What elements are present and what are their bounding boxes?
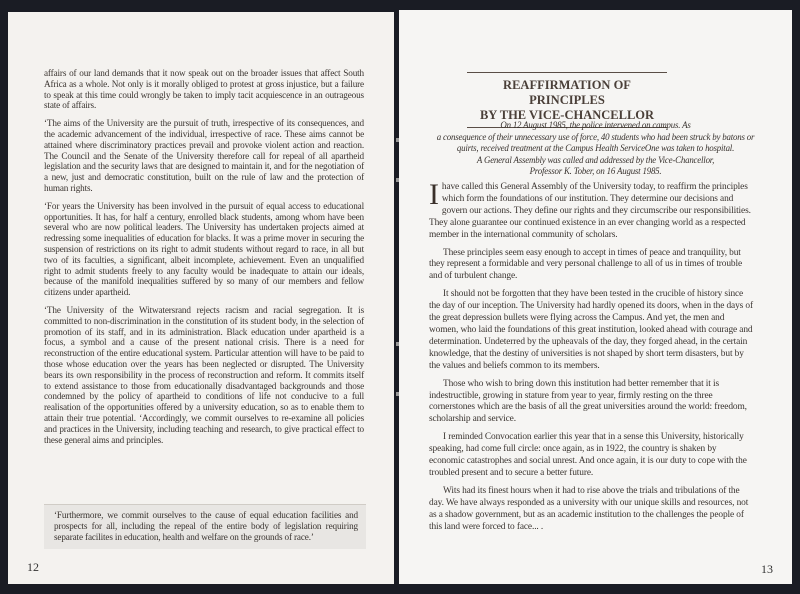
page-number-left: 12 (27, 560, 39, 574)
paragraph: It should not be forgotten that they have been tested in the crucible of history since the day of our inception. The University had hardly opened its doors, when in the days of the great depression bullets were flying across the Campus. And yet, the men and women, who laid the foundations of this great institution, looked ahead with courage and determination. Undeterred by the upheavals of the day, they forged ahead, in the certain knowledge, that the destiny of universities is not shaped by short term disasters, but by the values and beliefs common to its members. (429, 289, 753, 371)
paragraph (429, 178, 754, 242)
quote-text: ‘Furthermore, we commit ourselves to the cause of equal education facilities and prospects for all, including the repeal of the entire body of legislation requiring separate facilites in education, health and welfare on the grounds of race.’ (54, 510, 358, 542)
paragraph: These principles seem easy enough to accept in times of peace and tranquility, but they represent a formidable and very personal challenge to all of us in times of trouble and of turbulent change. (429, 247, 743, 282)
intro-line: quirts, received treatment at the Campus Health ServiceOne was taken to hospital. (456, 143, 735, 154)
intro-line: On 12 August 1985, the police intervened on campus. As (500, 120, 691, 130)
left-page (8, 12, 394, 584)
paragraph: I reminded Convocation earlier this year that in a sense this University, historically speaking, had come full circle: once again, as in 1922, the country is shaken by economic catastrophes and social unrest. And once again, it is our duty to cope with the troubled present and to secure a better future. (429, 432, 747, 478)
page-number-right: 13 (761, 562, 773, 576)
paragraph: ‘For years the University has been involved in the pursuit of equal access to educational opportunities. It has, for half a century, enrolled black students, among whom have been several who are now political leaders. The University has undertaken projects aimed at redressing some inequalities of education for blacks. It was a prime mover in securing the suspension of restrictions on its right to admit students without regard to race, in all but two of its faculties, a significant, albeit incomplete, achievement. Even an unqualified right to admit students freely to any faculty would be inadequate to attain our ideals, because of the manifold inequalities suffered by so many of our members and fellow citizens under apartheid. (44, 200, 364, 298)
intro-italic (407, 120, 784, 178)
right-page (399, 10, 792, 584)
intro-line: a consequence of their unnecessary use of force, 40 students who had been struck by batons or (436, 131, 755, 142)
pasted-quote-box (44, 504, 366, 549)
paragraph: ‘The aims of the University are the pursuit of truth, irrespective of its consequences, and the academic advancement of the individual, irrespective of race. These aims cannot be attained where discriminatory practices prevail and provoke violent action and reaction. The Council and the Senate of the University therefore call for repeal of all apartheid legislation and the security laws that are designed to maintain it, and for the negotiation of a new, just and democratic constitution, built on the rule of law and the protection of human rights. (44, 118, 364, 193)
paragraph: affairs of our land demands that it now speak out on the broader issues that affect South Africa as a whole. Not only is it morally obliged to protest at gross injustice, but a failure to speak at this time could wrongly be taken to imply tacit acquiescence in an outrageous state of affairs. (44, 68, 364, 111)
title-line: BY THE VICE-CHANCELLOR (479, 108, 655, 122)
right-body-text (429, 178, 754, 539)
paragraph-text: have called this General Assembly of the University today, to reaffirm the principles which form the foundations of our institution. They determine our decisions and govern our actions. They define our rights and they circumscribe our responsibilities. They alone guarantee our continued existence in an ever changing world as a respected member in the international community of scholars. (429, 182, 751, 240)
intro-line: Professor K. Tober, on 16 August 1985. (529, 166, 662, 177)
title-line: REAFFIRMATION OF PRINCIPLES (503, 78, 631, 107)
paragraph: Those who wish to bring down this institution had better remember that it is indestructible, growing in stature from year to year, firmly resting on the three cornerstones which are the basis of all the great universities around the world: freedom, scholarship and service. (429, 378, 747, 425)
intro-line: A General Assembly was called and addressed by the Vice-Chancellor, (476, 154, 715, 165)
paragraph: ‘The University of the Witwatersrand rejects racism and racial segregation. It is committed to non-discrimination in the constitution of its student body, in the selection of promotion of its staff, and in its administration. Black education under apartheid is a focus, a symbol and a cause of the present national crisis. There is a need for reconstruction of the entire educational system. Particular attention will have to be paid to those whose education over the years has been neglected or disrupted. The University bears its own responsibility in the process of reconstruction and reform. It commits itself to extend assistance to those from educationally disadvantaged backgrounds and those condemned by the policy of apartheid to conditions of life not conducive to a full realisation of the opportunities offered by a university education, so as to enable them to attain their true potential. ‘Accordingly, we commit ourselves to re-examine all policies and practices in the University, including teaching and research, to give practical effect to these general aims and principles. (44, 304, 364, 445)
left-body-text (44, 68, 364, 452)
drop-cap: I (429, 178, 439, 211)
paragraph: Wits had its finest hours when it had to rise above the trials and tribulations of the day. We have always responded as a university with our unique skills and resources, not as a shadow government, but as an academic institution to the challenges the people of this land were forced to face... . (429, 485, 749, 532)
